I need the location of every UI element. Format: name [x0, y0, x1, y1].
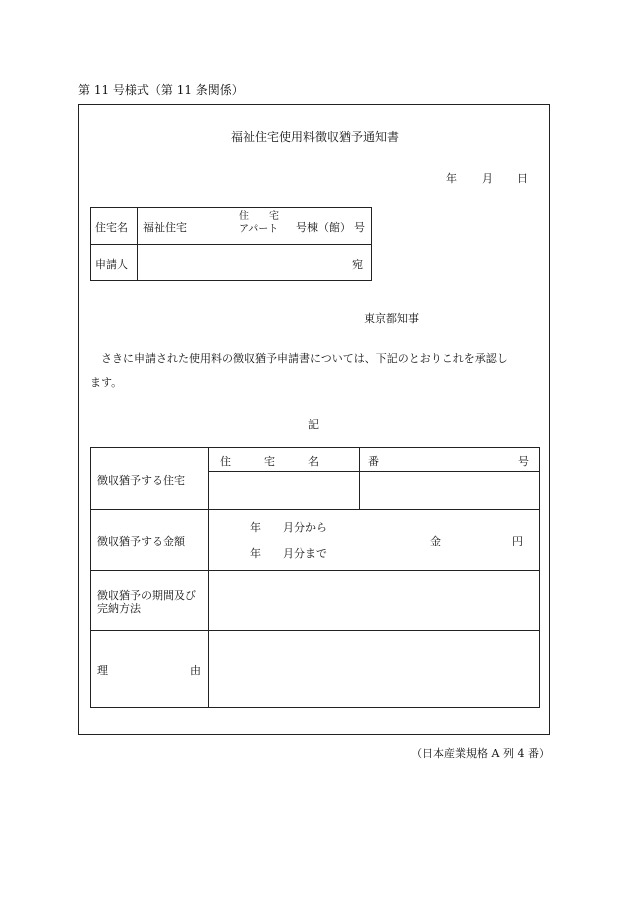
recipient-table-row-divider — [90, 244, 372, 245]
reason-label-left: 理 — [97, 664, 108, 677]
form-number: 第 11 号様式（第 11 条関係） — [78, 83, 244, 97]
issuer: 東京都知事 — [364, 312, 419, 325]
detail-table-row-divider-2 — [90, 570, 540, 571]
period-label-line2: 完納方法 — [97, 602, 141, 615]
number-header-right: 号 — [518, 455, 529, 468]
amount-yen: 円 — [512, 535, 523, 548]
housing-column-divider — [359, 447, 360, 509]
housing-name-label: 住宅名 — [95, 221, 128, 234]
ki-heading: 記 — [308, 418, 319, 431]
room-number-label: 号 — [354, 221, 365, 234]
amount-kin: 金 — [430, 535, 441, 548]
amount-row-label: 徴収猶予する金額 — [97, 535, 185, 548]
detail-table-row-divider-3 — [90, 630, 540, 631]
date-month: 月 — [482, 172, 493, 185]
applicant-label: 申請人 — [95, 258, 128, 271]
detail-table-label-divider — [208, 447, 209, 708]
building-label: 号棟（館） — [296, 221, 351, 234]
body-line-2: ます。 — [90, 376, 123, 389]
housing-type-line2: アパート — [239, 224, 279, 235]
date-year: 年 — [446, 172, 457, 185]
housing-type-line1: 住 宅 — [239, 211, 279, 222]
date-day: 日 — [517, 172, 528, 185]
reason-label-right: 由 — [190, 664, 201, 677]
period-from: 年 月分から — [250, 521, 327, 534]
housing-subheader-divider — [208, 471, 540, 472]
housing-name-header: 住 宅 名 — [220, 455, 319, 468]
period-to: 年 月分まで — [250, 547, 327, 560]
period-label-line1: 徴収猶予の期間及び — [97, 589, 196, 602]
document-title: 福祉住宅使用料徴収猶予通知書 — [230, 130, 399, 144]
honorific: 宛 — [352, 258, 363, 271]
body-line-1: さきに申請された使用料の徴収猶予申請書については、下記のとおりこれを承認し — [90, 352, 508, 365]
paper-size-note: （日本産業規格 A 列 4 番） — [411, 747, 550, 760]
housing-name-value: 福祉住宅 — [143, 221, 187, 234]
recipient-table-label-divider — [137, 207, 138, 281]
number-header-left: 番 — [368, 455, 379, 468]
housing-row-label: 徴収猶予する住宅 — [97, 474, 185, 487]
detail-table-row-divider-1 — [90, 509, 540, 510]
